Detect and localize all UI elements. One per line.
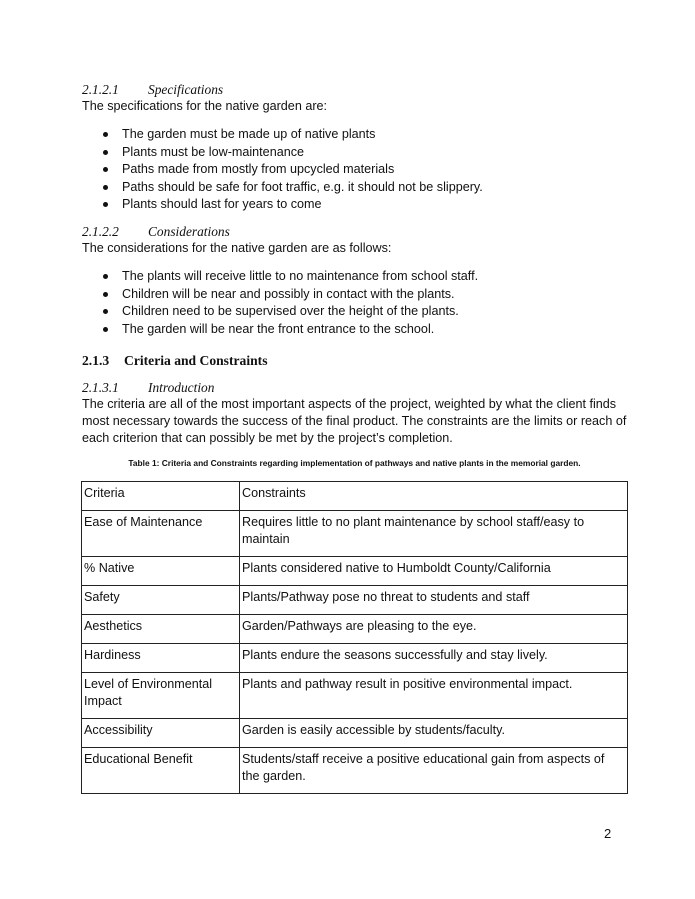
specifications-intro: The specifications for the native garden are: <box>82 99 328 113</box>
list-item: Plants should last for years to come <box>82 196 483 214</box>
table-cell-criteria: Safety <box>82 586 240 615</box>
heading-introduction <box>82 380 214 396</box>
heading-number: 2.1.2.2 <box>82 224 119 239</box>
considerations-intro: The considerations for the native garden are as follows: <box>82 241 392 255</box>
table-cell-criteria: Educational Benefit <box>82 748 240 794</box>
table-caption: Table 1: Criteria and Constraints regarding implementation of pathways and native plants in the memorial garden. <box>128 458 581 468</box>
table-cell-criteria: Accessibility <box>82 719 240 748</box>
list-item: Paths should be safe for foot traffic, e.g. it should not be slippery. <box>82 179 483 197</box>
table-cell-constraint: Requires little to no plant maintenance by school staff/easy to maintain <box>240 511 628 557</box>
table-row <box>82 615 628 644</box>
considerations-list <box>82 268 478 338</box>
heading-title: Introduction <box>148 380 215 395</box>
table-header-row <box>82 482 628 511</box>
heading-number: 2.1.2.1 <box>82 82 119 97</box>
table-cell-criteria: Hardiness <box>82 644 240 673</box>
table-cell-constraint: Garden/Pathways are pleasing to the eye. <box>240 615 628 644</box>
heading-specifications <box>82 82 223 98</box>
list-item: The plants will receive little to no maintenance from school staff. <box>82 268 478 286</box>
table-row <box>82 673 628 719</box>
table-cell-constraint: Garden is easily accessible by students/faculty. <box>240 719 628 748</box>
table-cell-criteria: % Native <box>82 557 240 586</box>
table-cell-constraint: Plants/Pathway pose no threat to students and staff <box>240 586 628 615</box>
criteria-table <box>81 481 628 794</box>
table-row <box>82 557 628 586</box>
heading-number: 2.1.3 <box>82 353 110 368</box>
table-cell-criteria: Ease of Maintenance <box>82 511 240 557</box>
list-item: Plants must be low-maintenance <box>82 144 483 162</box>
heading-title: Specifications <box>148 82 224 97</box>
list-item: The garden must be made up of native plants <box>82 126 483 144</box>
heading-considerations <box>82 224 230 240</box>
list-item: Paths made from mostly from upcycled materials <box>82 161 483 179</box>
table-cell-constraint: Students/staff receive a positive educational gain from aspects of the garden. <box>240 748 628 794</box>
table-row <box>82 586 628 615</box>
table-cell-constraint: Plants and pathway result in positive environmental impact. <box>240 673 628 719</box>
table-row <box>82 719 628 748</box>
table-cell-constraint: Plants endure the seasons successfully and stay lively. <box>240 644 628 673</box>
heading-title: Criteria and Constraints <box>124 353 268 368</box>
specifications-list <box>82 126 483 214</box>
list-item: Children will be near and possibly in contact with the plants. <box>82 286 478 304</box>
page-number: 2 <box>604 826 612 841</box>
heading-title: Considerations <box>148 224 230 239</box>
table-cell-criteria: Aesthetics <box>82 615 240 644</box>
table-header-cell: Constraints <box>240 482 628 511</box>
introduction-text: The criteria are all of the most important aspects of the project, weighted by what the client finds most necessary towards the success of the final product. The constraints are the limits or reach of each criterion that can possibly be met by the project’s completion. <box>82 397 627 445</box>
list-item: Children need to be supervised over the height of the plants. <box>82 303 478 321</box>
table-row <box>82 511 628 557</box>
list-item: The garden will be near the front entrance to the school. <box>82 321 478 339</box>
table-header-cell: Criteria <box>82 482 240 511</box>
table-row <box>82 644 628 673</box>
heading-number: 2.1.3.1 <box>82 380 119 395</box>
table-row <box>82 748 628 794</box>
table-cell-criteria: Level of Environmental Impact <box>82 673 240 719</box>
table-cell-constraint: Plants considered native to Humboldt County/California <box>240 557 628 586</box>
heading-criteria-and-constraints <box>82 353 268 369</box>
